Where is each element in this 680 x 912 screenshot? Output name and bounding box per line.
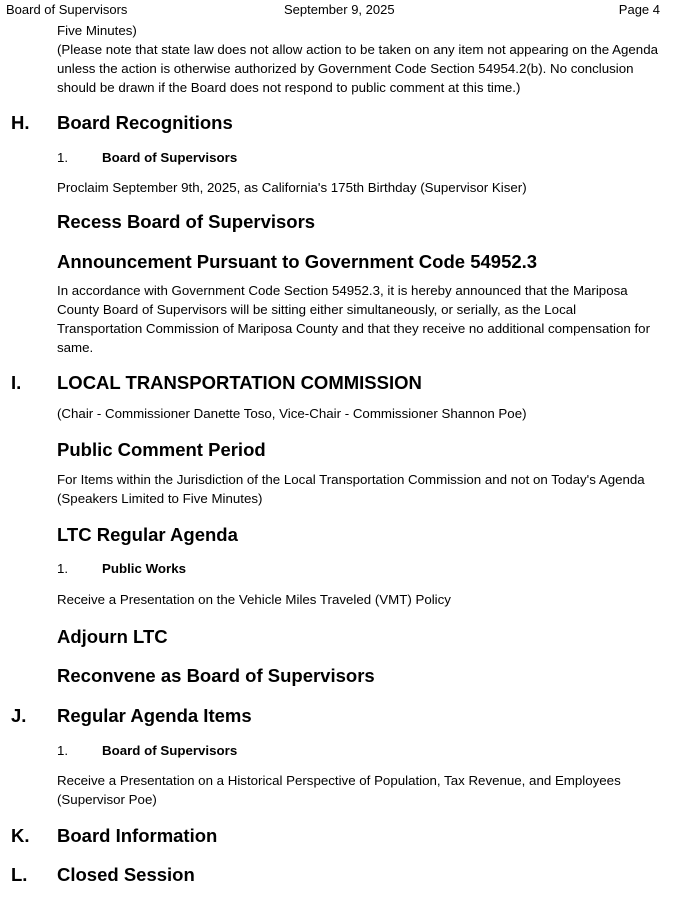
section-h-item-1 [57,149,680,167]
public-comment-text: For Items within the Jurisdiction of the Local Transportation Commission and not on Today's Agenda (Speakers Limited to Five Minutes) [57,472,645,506]
item-number: 1. [57,561,69,576]
section-h-heading [11,111,680,135]
section-h-item-1-description: Proclaim September 9th, 2025, as California's 175th Birthday (Supervisor Kiser) [57,180,527,195]
section-title: Closed Session [57,864,195,885]
announcement-heading: Announcement Pursuant to Government Code 54952.3 [57,251,538,272]
header-board-name: Board of Supervisors [6,2,128,17]
item-label: Board of Supervisors [102,743,238,758]
public-comment-note: (Please note that state law does not allow action to be taken on any item not appearing on the Agenda unless the action is otherwise authorized by Government Code Section 54954.2(b). No conclusion should be drawn if the Board does not respond to public comment at this time.) [57,42,658,95]
ltc-agenda-heading: LTC Regular Agenda [57,524,238,545]
public-comment-heading: Public Comment Period [57,439,266,460]
adjourn-heading: Adjourn LTC [57,626,168,647]
section-letter: J. [11,705,27,726]
section-letter: H. [11,112,30,133]
section-letter: K. [11,825,30,846]
section-l-heading [11,863,680,887]
item-number: 1. [57,150,69,165]
section-title: Board Recognitions [57,112,233,133]
commission-chairs: (Chair - Commissioner Danette Toso, Vice-Chair - Commissioner Shannon Poe) [57,406,527,421]
item-number: 1. [57,743,69,758]
announcement-text: In accordance with Government Code Section 54952.3, it is hereby announced that the Mariposa County Board of Supervisors will be sitting either simultaneously, or serially, as the Local Transportation Commission of Mariposa County and that they receive no additional compensation for same. [57,283,651,355]
section-letter: I. [11,372,22,393]
ltc-agenda-item-1 [57,560,680,578]
section-j-item-1-description: Receive a Presentation on a Historical Perspective of Population, Tax Revenue, and Employees (Supervisor Poe) [57,773,621,807]
reconvene-heading: Reconvene as Board of Supervisors [57,665,375,686]
header-date: September 9, 2025 [284,2,395,17]
section-j-heading [11,704,680,728]
ltc-agenda-item-1-description: Receive a Presentation on the Vehicle Miles Traveled (VMT) Policy [57,592,451,607]
section-i-heading [11,371,680,395]
section-title: Board Information [57,825,218,846]
public-comment-continuation: Five Minutes) [57,23,137,38]
page-body [0,21,680,887]
item-label: Board of Supervisors [102,150,238,165]
section-title: LOCAL TRANSPORTATION COMMISSION [57,372,422,393]
section-letter: L. [11,864,28,885]
section-title: Regular Agenda Items [57,705,252,726]
section-j-item-1 [57,742,680,760]
section-k-heading [11,824,680,848]
item-label: Public Works [102,561,186,576]
recess-heading: Recess Board of Supervisors [57,211,316,232]
page-header [6,2,660,20]
header-page-number: Page 4 [618,2,660,17]
